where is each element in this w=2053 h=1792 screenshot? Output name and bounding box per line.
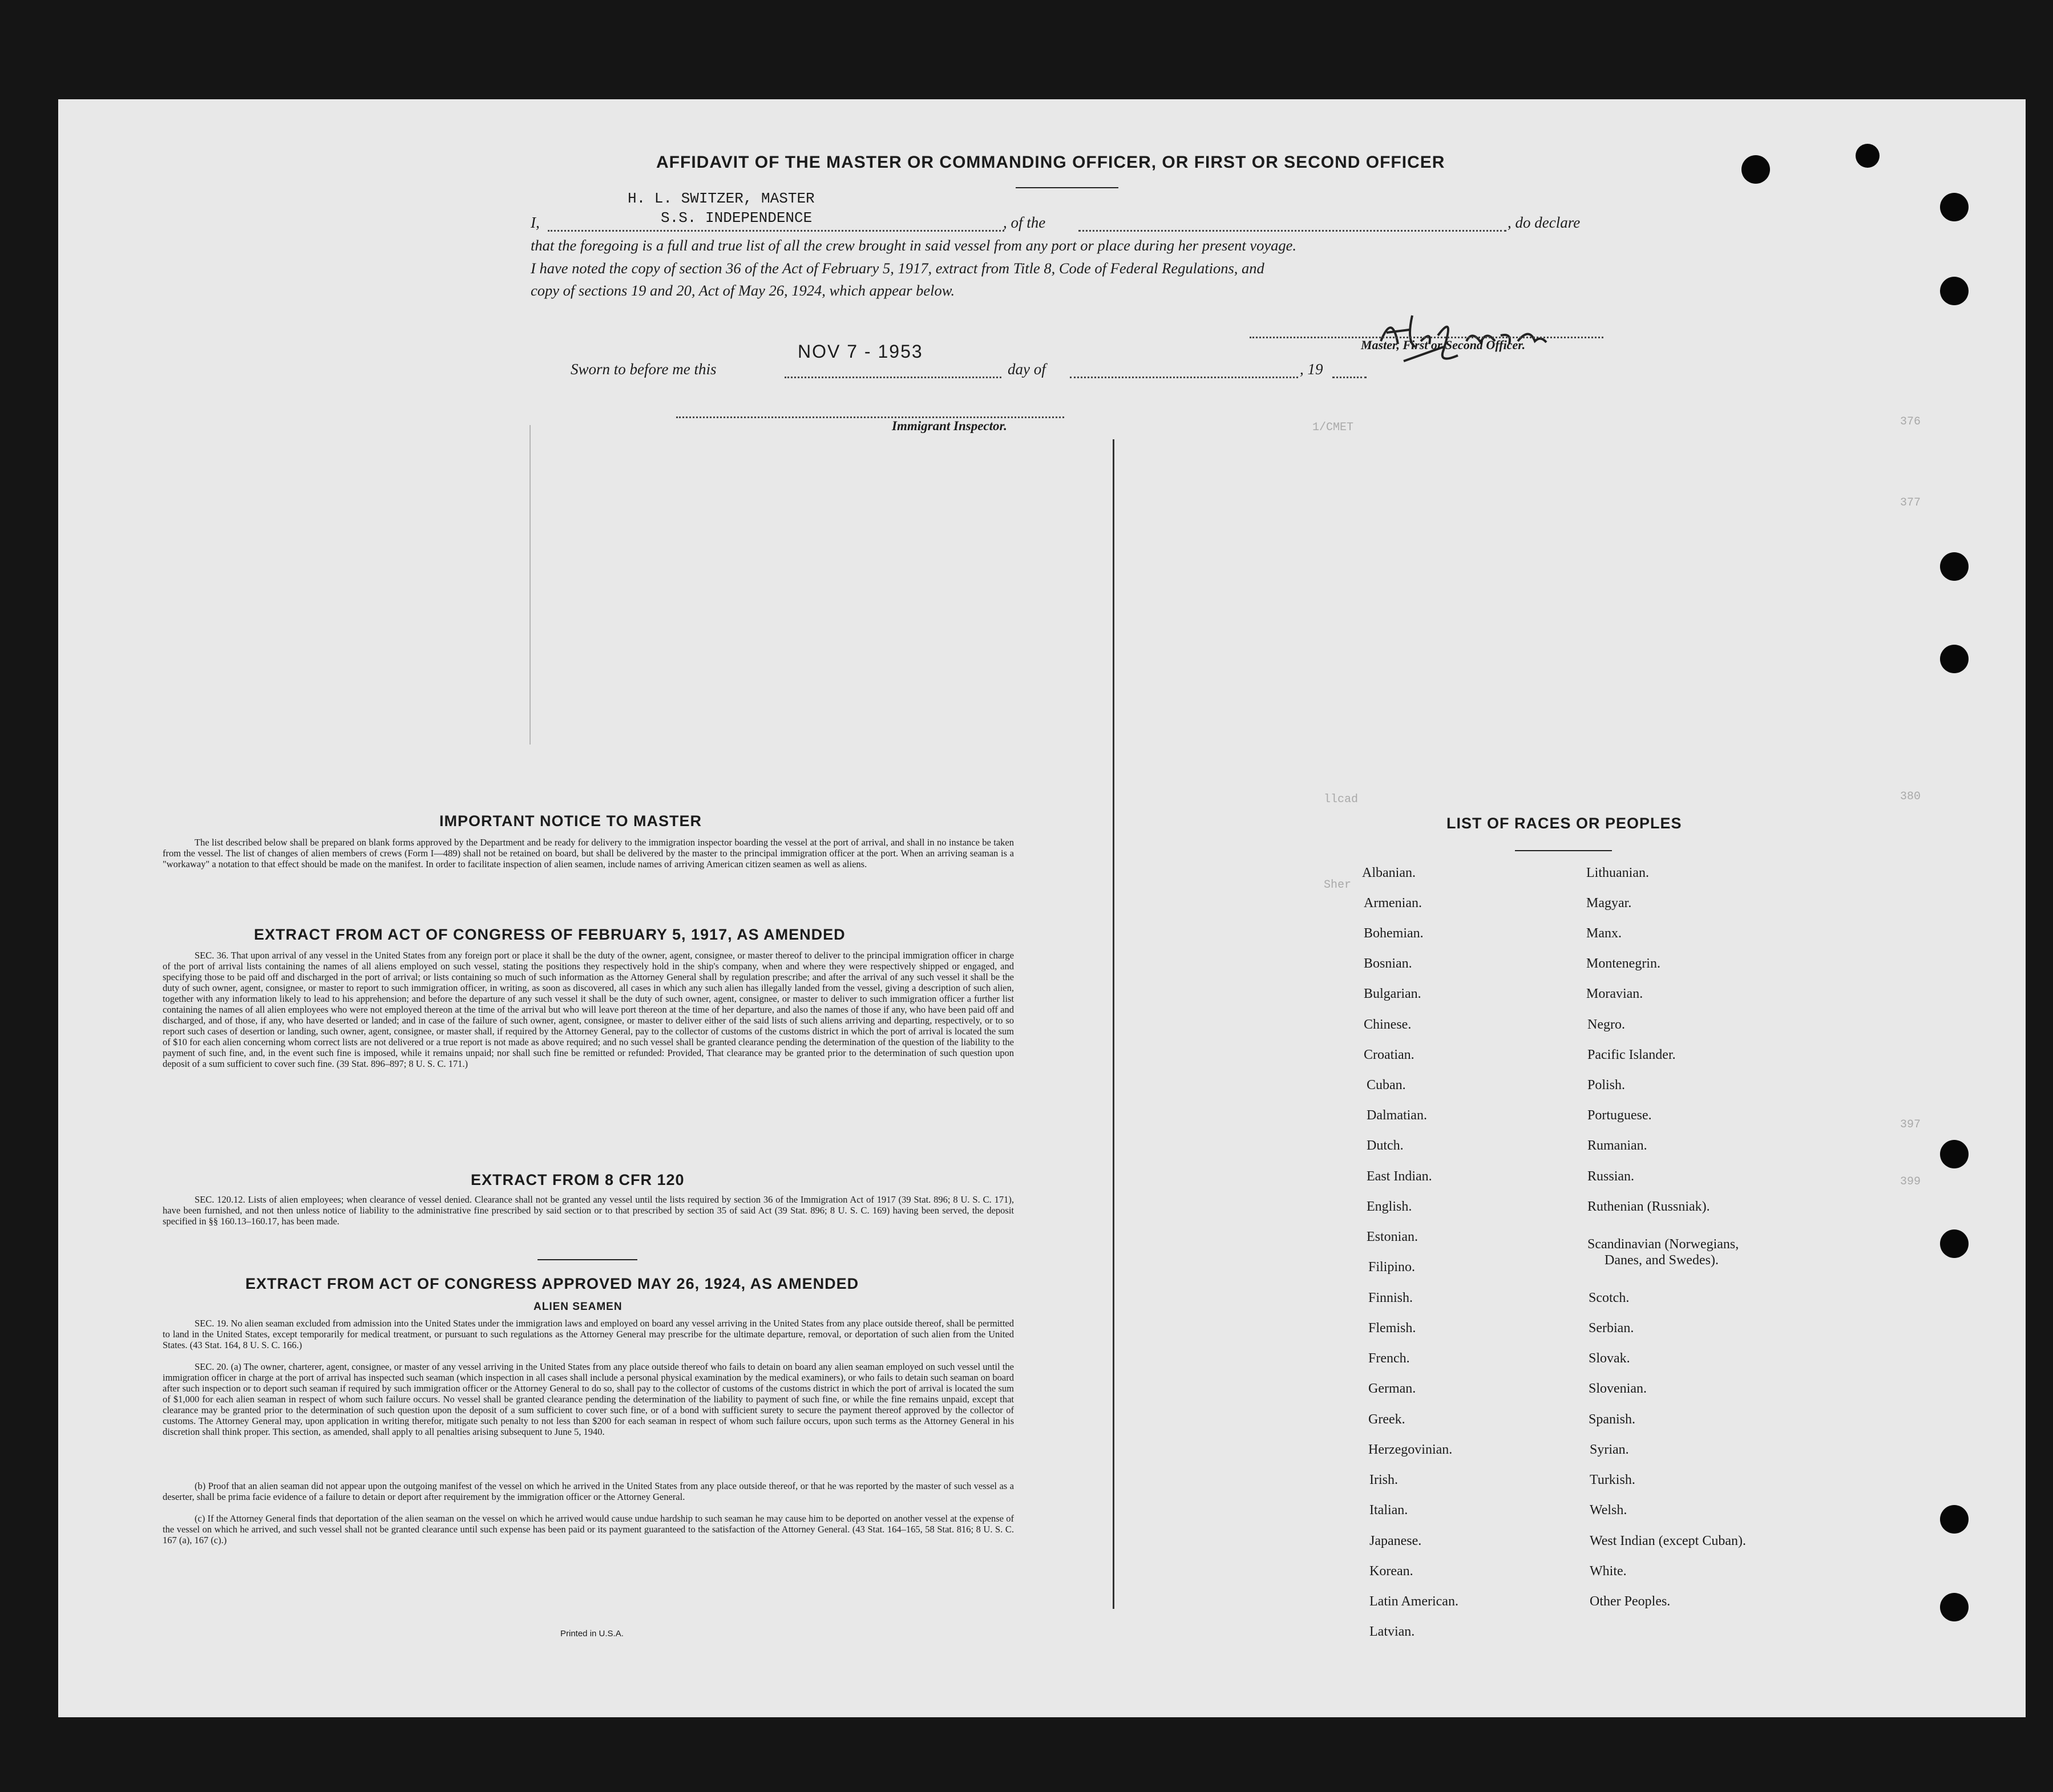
bleed-through-text: 380	[1900, 790, 1921, 803]
signature-label: Master, First or Second Officer.	[1361, 338, 1526, 352]
race-right-item: Montenegrin.	[1586, 956, 1660, 971]
race-left-item: Irish.	[1369, 1473, 1398, 1487]
races-rule	[1515, 850, 1612, 851]
race-right-item: Other Peoples.	[1590, 1594, 1671, 1609]
race-left-item: Cuban.	[1367, 1078, 1406, 1093]
bleed-through-line	[1113, 439, 1114, 1609]
extract-1917-body: SEC. 36. That upon arrival of any vessel in the United States from any foreign port or place it shall be the duty of the owner, agent, consignee, or master thereof to deliver to the principal immigration officer in charge of the port of arrival lists containing the names of all aliens employed on such vessel, stating the positions they respectively hold in the ship's company, when and where they were respectively shipped or engaged, and specifying those to be paid off and discharged in the port of arrival; or lists containing so much of such information as the Attorney General shall by regulation prescribe; and after the arrival of any such vessel it shall be the duty of such owner, agent, consignee, or master to report to such immigration officer, in writing, as soon as discovered, all cases in which any such alien has illegally landed from the vessel, giving a description of such alien, together with any information likely to lead to his apprehension; and before the departure of any such vessel it shall be the duty of such owner, agent, consignee, or master to deliver to such immigration officer a further list containing the names of all alien employees who were not employed thereon at the time of the arrival but who will leave port thereon at the time of her departure, and also the names of those if any, who have been paid off and discharged, and of those, if any, who have deserted or landed; and in case of the failure of such owner, agent, consignee, or master to deliver either of the said lists of such aliens arriving and departing, respectively, or to so report such cases of desertion or landing, such owner, agent, consignee, or master shall, if required by the Attorney General, pay to the collector of customs of the customs district in which the port of arrival is located the sum of $10 for each alien concerning whom correct lists are not delivered or a true report is not made as above required; and no such vessel shall be granted clearance pending the determination of the question of the liability to the payment of such fine, and, in the event such fine is imposed, while it remains unpaid; nor shall such fine be remitted or refunded: Provided, That clearance may be granted prior to the determination of such question upon deposit of a sum sufficient to cover such fine. (39 Stat. 896–897; 8 U. S. C. 171.)	[163, 950, 1014, 1069]
punch-hole	[1940, 1140, 1969, 1168]
race-right-item: Manx.	[1586, 926, 1622, 941]
bleed-through-text: Sher	[1324, 879, 1352, 892]
race-left-item: English.	[1367, 1199, 1412, 1214]
race-left-item: Finnish.	[1368, 1291, 1413, 1305]
punch-hole	[1940, 1505, 1969, 1534]
race-right-item: Syrian.	[1590, 1442, 1629, 1457]
race-right-item: West Indian (except Cuban).	[1590, 1534, 1746, 1548]
race-right-item: Pacific Islander.	[1587, 1047, 1676, 1062]
race-left-item: Dalmatian.	[1367, 1108, 1427, 1123]
race-right-item: Russian.	[1587, 1169, 1635, 1184]
race-left-item: East Indian.	[1367, 1169, 1432, 1184]
punch-hole	[1940, 277, 1969, 305]
extract-1924-para4: (c) If the Attorney General finds that deportation of the alien seaman on the vessel on which he arrived would cause undue hardship to such seaman he may cause him to be deported on another vessel at the expense of the vessel on which he arrived, and such vessel shall not be granted clearance until such expense has been paid or its payment guaranteed to the satisfaction of the Attorney General. (43 Stat. 164–165, 58 Stat. 816; 8 U. S. C. 167 (a), 167 (c).)	[163, 1513, 1014, 1546]
race-right-item: Moravian.	[1586, 986, 1643, 1001]
inspector-label: Immigrant Inspector.	[892, 419, 1007, 433]
race-left-item: Latin American.	[1369, 1594, 1458, 1609]
extract-1924-heading: EXTRACT FROM ACT OF CONGRESS APPROVED MAY 26, 1924, AS AMENDED	[245, 1275, 859, 1292]
race-left-item: Greek.	[1368, 1412, 1405, 1427]
typed-master-name: H. L. SWITZER, MASTER	[628, 190, 815, 207]
title-rule	[1016, 187, 1118, 188]
declaration-line-2: I have noted the copy of section 36 of the Act of February 5, 1917, extract from Title 8, Code of Federal Regulations, and	[531, 260, 1264, 277]
extract-cfr-body: SEC. 120.12. Lists of alien employees; when clearance of vessel denied. Clearance shall not be granted any vessel until the lists required by section 36 of the Immigration Act of 1917 (39 Stat. 896; 8 U. S. C. 171), have been furnished, and not then unless notice of liability to the administrative fine prescribed by said section or to that prescribed by section 35 of said Act (39 Stat. 896; 8 U. S. C. 169) having been served, the deposit specified in §§ 160.13–160.17, has been made.	[163, 1194, 1014, 1227]
punch-hole	[1940, 552, 1969, 581]
race-right-item: Spanish.	[1589, 1412, 1636, 1427]
label-of-the: , of the	[1003, 214, 1046, 231]
punch-hole	[1741, 155, 1770, 184]
race-left-item: Armenian.	[1364, 896, 1422, 911]
race-right-item: Scotch.	[1589, 1291, 1630, 1305]
race-left-item: Herzegovinian.	[1368, 1442, 1453, 1457]
race-left-item: Korean.	[1369, 1564, 1413, 1579]
notice-body: The list described below shall be prepared on blank forms approved by the Department and be ready for delivery to the immigration inspector boarding the vessel at the port of arrival, and shall in no instance be taken from the vessel. The list of changes of alien members of crews (Form I—489) shall not be retained on board, but shall be delivered by the master to the principal immigration officer at the port. When an arriving seaman is a "workaway" a notation to that effect should be made on the manifest. In order to facilitate inspection of alien seamen, include names of arriving American citizen seamen as well as aliens.	[163, 837, 1014, 869]
inspector-line	[676, 416, 1064, 418]
punch-hole	[1856, 144, 1880, 168]
declaration-line-1: that the foregoing is a full and true list of all the crew brought in said vessel from any port or place during her present voyage.	[531, 237, 1297, 254]
label-i: I,	[531, 214, 540, 231]
race-left-item: Chinese.	[1364, 1017, 1412, 1032]
bleed-through-text: 1/CMET	[1312, 421, 1354, 434]
punch-hole	[1940, 1229, 1969, 1258]
sworn-label: Sworn to before me this	[571, 361, 717, 378]
document-sheet	[58, 99, 2026, 1717]
bleed-through-text: llcad	[1324, 793, 1359, 806]
year-label: , 19	[1300, 361, 1323, 378]
race-right-item: Scandinavian (Norwegians,	[1587, 1237, 1739, 1252]
vessel-line	[1078, 230, 1506, 232]
race-right-item: Welsh.	[1590, 1503, 1627, 1518]
race-right-item: Serbian.	[1589, 1321, 1634, 1336]
race-left-item: Bosnian.	[1364, 956, 1412, 971]
race-left-item: German.	[1368, 1381, 1416, 1396]
extract-1917-heading: EXTRACT FROM ACT OF CONGRESS OF FEBRUARY 5, 1917, AS AMENDED	[254, 926, 846, 943]
declaration-line-3: copy of sections 19 and 20, Act of May 26, 1924, which appear below.	[531, 282, 955, 299]
race-left-item: Filipino.	[1368, 1260, 1416, 1275]
page-title: AFFIDAVIT OF THE MASTER OR COMMANDING OFFICER, OR FIRST OR SECOND OFFICER	[656, 153, 1445, 172]
sworn-year-line	[1332, 377, 1367, 378]
label-do-declare: , do declare	[1508, 214, 1581, 231]
punch-hole	[1940, 645, 1969, 673]
race-left-item: Bulgarian.	[1364, 986, 1421, 1001]
extract-1924-subheading: ALIEN SEAMEN	[534, 1301, 623, 1313]
race-right-item: Rumanian.	[1587, 1138, 1647, 1153]
race-right-item: Negro.	[1587, 1017, 1625, 1032]
printed-in-usa: Printed in U.S.A.	[560, 1629, 624, 1639]
extract-1924-para1: SEC. 19. No alien seaman excluded from admission into the United States under the immigration laws and employed on board any vessel arriving in the United States from any place outside thereof, shall be permitted to land in the United States, except temporarily for medical treatment, or pursuant to such regulations as the Attorney General may prescribe for the ultimate departure, removal, or deportation of such alien from the United States. (43 Stat. 164, 8 U. S. C. 166.)	[163, 1318, 1014, 1350]
race-right-item: Ruthenian (Russniak).	[1587, 1199, 1710, 1214]
bleed-through-text: 399	[1900, 1175, 1921, 1188]
race-right-item: Magyar.	[1586, 896, 1632, 911]
typed-vessel-name: S.S. INDEPENDENCE	[661, 209, 813, 226]
name-line	[548, 230, 1004, 232]
punch-hole	[1940, 1593, 1969, 1621]
race-right-item: Lithuanian.	[1586, 865, 1649, 880]
race-right-item: White.	[1590, 1564, 1627, 1579]
day-of-label: day of	[1008, 361, 1046, 378]
notice-heading: IMPORTANT NOTICE TO MASTER	[439, 812, 702, 830]
sworn-month-line	[1070, 377, 1298, 378]
race-left-item: Flemish.	[1368, 1321, 1416, 1336]
bleed-through-text: 397	[1900, 1118, 1921, 1131]
race-right-item: Danes, and Swedes).	[1605, 1253, 1719, 1268]
punch-hole	[1940, 193, 1969, 221]
extract-1924-para2: SEC. 20. (a) The owner, charterer, agent, consignee, or master of any vessel arriving in the United States from any place outside thereof who fails to detain on board any alien seaman employed on such vessel until the immigration officer in charge at the port of arrival has inspected such seaman (which inspection in all cases shall include a personal physical examination by the medical examiners), or who fails to detain such seaman on board after such inspection or to deport such seaman if required by such immigration officer or the Attorney General to do so, shall pay to the collector of customs of the customs district in which the port of arrival is located the sum of $1,000 for each alien seaman in respect of whom such failure occurs. No vessel shall be granted clearance pending the determination of the liability to payment of such fine, or while the fine remains unpaid, except that clearance may be granted prior to the determination of such question upon the deposit of a sum sufficient to cover such fine, or of a bond with sufficient surety to secure the payment thereof approved by the collector of customs. The Attorney General may, upon application in writing therefor, mitigate such penalty to not less than $200 for each seaman in respect of whom such failure occurs, upon such terms as the Attorney General in his discretion shall think proper. This section, as amended, shall apply to all penalties arising subsequent to June 5, 1940.	[163, 1361, 1014, 1437]
race-left-item: Bohemian.	[1364, 926, 1424, 941]
extract-1924-para3: (b) Proof that an alien seaman did not appear upon the outgoing manifest of the vessel on which he arrived in the United States from any place outside thereof, or that he was reported by the master of such vessel as a deserter, shall be prima facie evidence of a failure to detain or deport after requirement by the immigration officer or the Attorney General.	[163, 1480, 1014, 1502]
races-heading: LIST OF RACES OR PEOPLES	[1446, 815, 1682, 832]
bleed-through-line	[530, 425, 531, 745]
sworn-date-stamp: NOV 7 - 1953	[798, 341, 923, 362]
cfr-rule	[538, 1259, 637, 1260]
race-right-item: Slovenian.	[1589, 1381, 1647, 1396]
race-left-item: Italian.	[1369, 1503, 1408, 1518]
race-right-item: Polish.	[1587, 1078, 1626, 1093]
race-left-item: Dutch.	[1367, 1138, 1404, 1153]
race-left-item: Croatian.	[1364, 1047, 1415, 1062]
race-left-item: Estonian.	[1367, 1229, 1418, 1244]
sworn-day-line	[785, 377, 1001, 378]
bleed-through-text: 377	[1900, 496, 1921, 509]
bleed-through-text: 376	[1900, 415, 1921, 428]
race-right-item: Slovak.	[1589, 1351, 1630, 1366]
race-left-item: Japanese.	[1369, 1534, 1422, 1548]
race-right-item: Portuguese.	[1587, 1108, 1652, 1123]
master-signature	[1358, 301, 1598, 370]
race-right-item: Turkish.	[1590, 1473, 1635, 1487]
race-left-item: Albanian.	[1362, 865, 1416, 880]
race-left-item: French.	[1368, 1351, 1410, 1366]
race-left-item: Latvian.	[1369, 1624, 1415, 1639]
extract-cfr-heading: EXTRACT FROM 8 CFR 120	[471, 1171, 685, 1188]
